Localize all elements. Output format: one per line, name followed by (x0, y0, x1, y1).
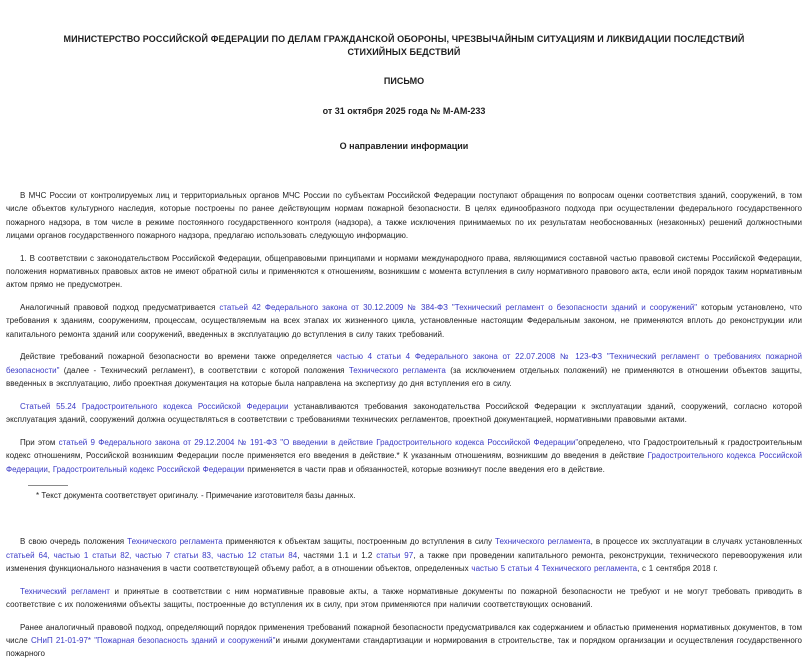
inline-link[interactable]: Градостроительного кодекса Российской Федерации (6, 451, 802, 474)
paragraph (6, 400, 802, 427)
text-segment: При этом (20, 437, 59, 447)
footnote (6, 485, 802, 502)
paragraph (6, 621, 802, 661)
ministry-title: МИНИСТЕРСТВО РОССИЙСКОЙ ФЕДЕРАЦИИ ПО ДЕЛАМ ГРАЖДАНСКОЙ ОБОРОНЫ, ЧРЕЗВЫЧАЙНЫМ СИТУАЦИЯМ И ЛИКВИДАЦИИ ПОСЛЕДСТВИЙ СТИХИЙНЫХ БЕДСТВИЙ (63, 34, 745, 57)
inline-link[interactable]: статьей 64, частью 1 статьи 82, частью 7 статьи 83, частью 12 статьи 84 (6, 550, 298, 560)
document-date-number: от 31 октября 2025 года № М-АМ-233 (322, 106, 486, 116)
inline-link[interactable]: Технического регламента (127, 537, 223, 547)
inline-link[interactable]: частью 5 статьи 4 Технического регламента (471, 563, 638, 573)
document-body (6, 189, 802, 661)
inline-link[interactable]: СНиП 21-01-97* "Пожарная безопасность зданий и сооружений" (30, 636, 276, 646)
paragraph (6, 189, 802, 242)
text-segment: применяются к объектам защиты, построенным до вступления в силу (222, 537, 495, 547)
inline-link[interactable]: статьей 9 Федерального закона от 29.12.2004 № 191-ФЗ "О введении в действие Градостроительного кодекса Российской Федерации" (58, 437, 579, 447)
text-segment: (за исключением отдельных положений) не применяются в отношении объектов защиты, введенных в эксплуатацию, либо проектная документация на которые была направлена на экспертизу до дня вступления его в силу. (6, 365, 802, 389)
text-segment: , (47, 464, 53, 474)
inline-link[interactable]: Технического регламента (348, 365, 446, 375)
footnote-separator (28, 485, 68, 486)
paragraph (6, 350, 802, 390)
document-type: ПИСЬМО (383, 76, 425, 86)
inline-link[interactable]: Технического регламента (495, 537, 591, 547)
document-subject: О направлении информации (339, 141, 469, 151)
text-segment: , с 1 сентября 2018 г. (637, 563, 718, 573)
inline-link[interactable]: Градостроительный кодекс Российской Федерации (52, 464, 245, 474)
inline-link[interactable]: Статьей 55.24 Градостроительного кодекса Российской Федерации (20, 401, 289, 411)
text-segment: 1. В соответствии с законодательством Российской Федерации, общеправовыми принципами и нормами международного права, являющимися составной частью правовой системы Российской Федерации, положения нормативных правовых актов не имеют обратной силы и применяются к отношениям, возникшим с момента вступления в силу нормативного правового акта, если иной порядок таким нормативным актом прямо не предусмотрен. (6, 253, 802, 290)
paragraph (6, 301, 802, 341)
text-segment: (далее - Технический регламент), в соответствии с которой положения (59, 365, 349, 375)
inline-link[interactable]: Технический регламент (20, 586, 110, 596)
paragraph (6, 585, 802, 612)
text-segment: В МЧС России от контролируемых лиц и территориальных органов МЧС России по субъектам Российской Федерации поступают обращения по вопросам оценки соответствия зданий, сооружений, в том числе объектов культурного наследия, которые построены по ранее действующим нормам пожарной безопасности. В целях единообразного подхода при осуществлении федерального государственного пожарного надзора, в том числе в режиме постоянного государственного контроля (надзора), а также исключения принимаемых по их результатам необоснованных (незаконных) решений должностными лицами органов государственного пожарного надзора, предлагаю использовать следующую информацию. (6, 191, 802, 240)
paragraph (6, 535, 802, 575)
text-segment: устанавливаются требования законодательства Российской Федерации к эксплуатации зданий, сооружений, согласно которой эксплуатация зданий, сооружений должна осуществляться в соответствии с требованиями технических регламентов, проектной документацией, нормативными правовыми актами. (6, 401, 802, 425)
text-segment: * Текст документа соответствует оригиналу. - Примечание изготовителя базы данных. (36, 491, 356, 501)
text-segment: , частями 1.1 и 1.2 (297, 550, 377, 560)
inline-link[interactable]: статьей 42 Федерального закона от 30.12.2009 № 384-ФЗ "Технический регламент о безопасности зданий и сооружений" (219, 303, 698, 313)
text-segment: которым установлено, что требования к зданиям, сооружениям, процессам, осуществляемым на всех этапах их жизненного цикла, установленные настоящим Федеральным законом, не применяются вплоть до реконструкции или капитального ремонта зданий или сооружений, введенных в эксплуатацию до вступления в силу таких требований. (6, 303, 803, 339)
inline-link[interactable]: статьи 97 (376, 550, 414, 560)
text-segment: Аналогичный правовой подход предусматривается (20, 303, 220, 313)
footnote-text (6, 490, 802, 502)
text-segment: и принятые в соответствии с ним нормативные правовые акты, а также нормативные документы по пожарной безопасности не требуют и не могут требовать приводить в соответствие с их положениями объекты защиты, построенные до вступления их в силу, при этом применяются при наличии соответствующих оснований. (6, 586, 802, 610)
text-segment: , а также при проведении капитального ремонта, реконструкции, технического перевооружения или изменения функционального назначения в части соответствующей объему работ, а в отношении объектов, определенных (6, 550, 802, 573)
document-header (6, 33, 802, 151)
inline-link[interactable]: частью 4 статьи 4 Федерального закона от 22.07.2008 № 123-ФЗ "Технический регламент о требованиях пожарной безопасности" (6, 352, 802, 375)
text-segment: , в процессе их эксплуатации в случаях установленных (590, 537, 802, 547)
text-segment: В свою очередь положения (20, 537, 128, 547)
paragraph (6, 436, 802, 476)
text-segment: определено, что Градостроительный к градостроительным кодекс отношениям, Российской возникшим Федерации после применяется его введения в действие.* К указанным отношениям, возникшим до введения в действие (6, 437, 803, 461)
text-segment: и иными документами стандартизации и нормирования в строительстве, так и порядком организации и осуществления государственного пожарного (6, 636, 802, 659)
text-segment: Ранее аналогичный правовой подход, определяющий порядок применения требований пожарной безопасности предусматривался как содержанием и областью применения нормативных документов, в том числе (6, 622, 802, 646)
text-segment: Действие требований пожарной безопасности во времени также определяется (20, 352, 337, 362)
paragraph (6, 252, 802, 292)
text-segment: применяется в части прав и обязанностей, которые возникнут после введения его в действие. (244, 464, 605, 474)
